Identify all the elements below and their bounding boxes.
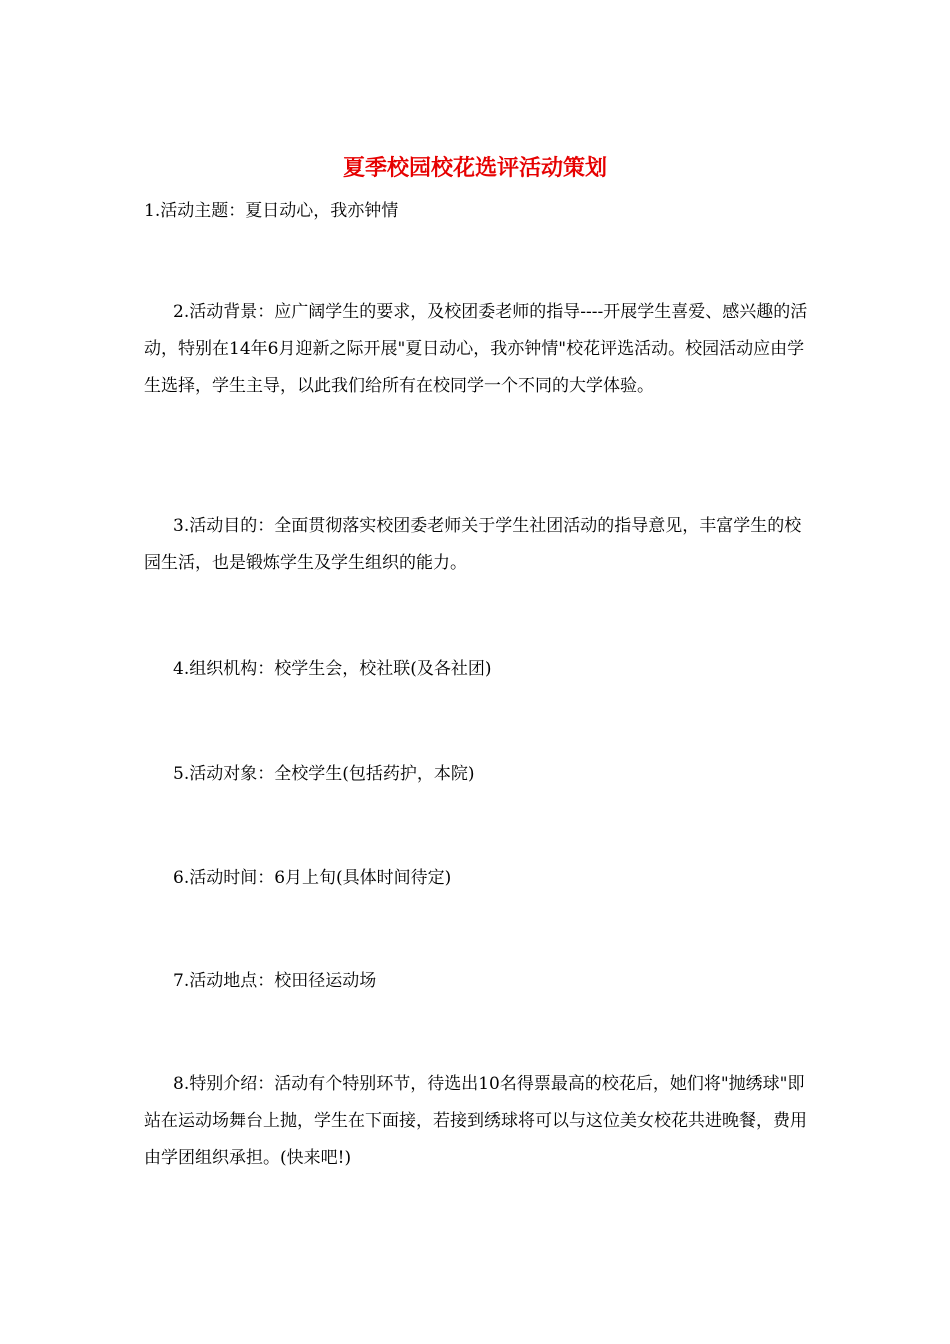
paragraph-theme: 1.活动主题：夏日动心，我亦钟情	[144, 201, 399, 221]
paragraph-time: 6.活动时间：6月上旬(具体时间待定)	[173, 868, 452, 888]
document-title: 夏季校园校花选评活动策划	[342, 155, 607, 181]
paragraph-special: 8.特别介绍：活动有个特别环节，待选出10名得票最高的校花后，她们将"抛绣球"即站在运动场舞台上抛，学生在下面接，若接到绣球将可以与这位美女校花共进晚餐，费用由学团组织承担。(快来吧!)	[144, 1074, 807, 1168]
paragraph-location: 7.活动地点：校田径运动场	[173, 971, 377, 991]
paragraph-organizer: 4.组织机构：校学生会，校社联(及各社团)	[173, 659, 492, 679]
paragraph-background: 2.活动背景：应广阔学生的要求，及校团委老师的指导----开展学生喜爱、感兴趣的活动，特别在14年6月迎新之际开展"夏日动心，我亦钟情"校花评选活动。校园活动应由学生选择，学生主导，以此我们给所有在校同学一个不同的大学体验。	[144, 302, 808, 396]
paragraph-purpose: 3.活动目的：全面贯彻落实校团委老师关于学生社团活动的指导意见，丰富学生的校园生活，也是锻炼学生及学生组织的能力。	[144, 516, 802, 573]
paragraph-audience: 5.活动对象：全校学生(包括药护，本院)	[173, 764, 475, 784]
